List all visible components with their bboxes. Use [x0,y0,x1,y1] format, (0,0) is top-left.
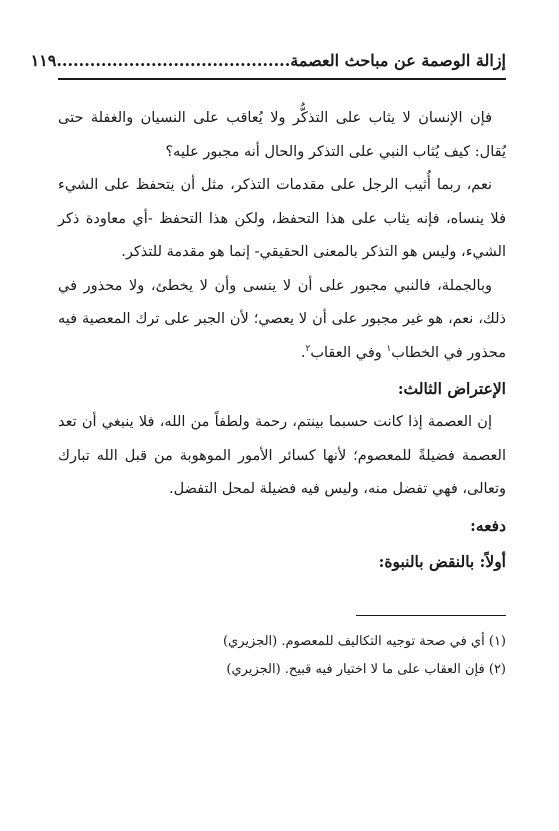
paragraph-text-mid: وفي العقاب [310,344,387,361]
paragraph-text: وبالجملة، فالنبي مجبور على أن لا ينسى وأن لا يخطئ، ولا محذور في ذلك، نعم، هو غير مجبور على أن لا يعصي؛ لأن الجبر على ترك المعصية فيه محذور في الخطاب [58,277,506,361]
footnote-ref-2: ٢ [305,343,311,354]
paragraph [58,270,506,371]
page-number: ..........................................١١٩ [30,51,291,70]
running-header [30,50,506,80]
paragraph: نعم، ربما أُثيب الرجل على مقدمات التذكر، مثل أن يتحفظ على الشيء فلا ينساه، فإنه يثاب على هذا التحفظ، ولكن هذا التحفظ -أي معاودة ذكر الشيء، وليس هو التذكر بالمعنى الحقيقي- إنما هو مقدمة للتذكر. [58,177,506,260]
page-body [58,102,506,579]
footnote-1: (١) أي في صحة توجيه التكاليف للمعصوم. (الجزيري) [222,633,506,649]
paragraph: فإن الإنسان لا يثاب على التذكُّر ولا يُعاقب على النسيان والغفلة حتى يُقال: كيف يُثاب النبي على التذكر والحال أنه مجبور عليه؟ [58,110,506,160]
book-page [30,50,506,684]
section-heading-reply: دفعه: [470,515,506,535]
section-heading-objection-3: الإعتراض الثالث: [397,379,506,398]
footnote-divider [356,615,506,616]
paragraph-text-end: . [300,344,306,361]
paragraph: إن العصمة إذا كانت حسبما بينتم، رحمة ولطفاً من الله، فلا ينبغي أن تعد العصمة فضيلةً للمعصوم؛ لأنها كسائر الأمور الموهوبة من قبل الله تبارك وتعالى، فهي تفضل منه، وليس فيه فضيلة لمحل التفضل. [58,414,506,497]
subheading-first: أولاً: بالنقض بالنبوة: [378,551,506,571]
header-title: إزالة الوصمة عن مباحث العصمة [290,51,506,70]
footnote-2: (٢) فإن العقاب على ما لا اختيار فيه قبيح. (الجزيري) [226,661,506,677]
footnotes [58,628,506,684]
footnote-ref-1: ١ [386,343,392,354]
